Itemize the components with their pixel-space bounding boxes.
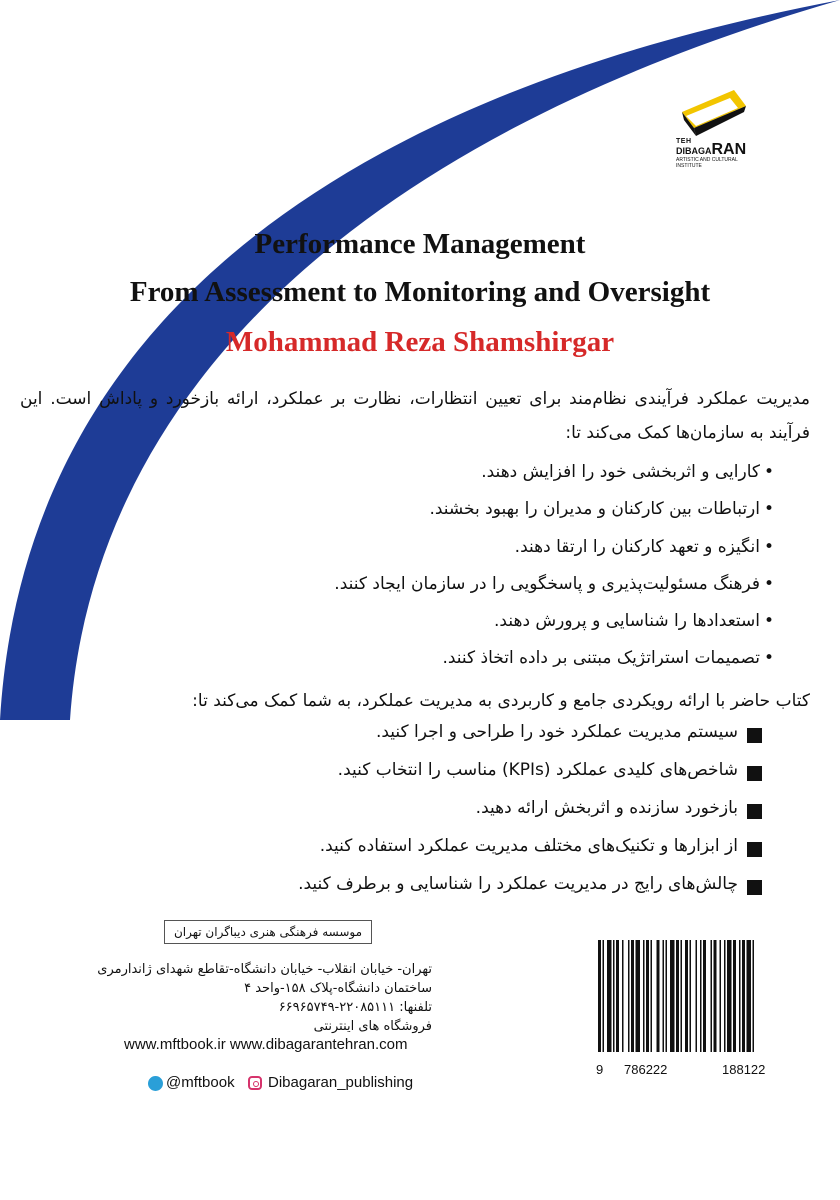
telegram-handle[interactable]: @mftbook bbox=[166, 1074, 235, 1091]
barcode-bar bbox=[690, 940, 692, 1052]
square-bullet-icon bbox=[747, 766, 762, 781]
publisher-online-label: فروشگاه های اینترنتی bbox=[313, 1019, 432, 1034]
barcode-bar bbox=[631, 940, 634, 1052]
barcode-bar bbox=[651, 940, 653, 1052]
barcode-bar bbox=[700, 940, 702, 1052]
barcode-bar bbox=[613, 940, 615, 1052]
isbn-digit-first: 9 bbox=[596, 1062, 604, 1077]
barcode-bar bbox=[603, 940, 605, 1052]
instagram-handle[interactable]: Dibagaran_publishing bbox=[268, 1074, 414, 1091]
barcode-bar bbox=[742, 940, 745, 1052]
book-author: Mohammad Reza Shamshirgar bbox=[225, 326, 615, 358]
telegram-icon bbox=[148, 1076, 163, 1091]
barcode-bar bbox=[616, 940, 619, 1052]
intro-bullet: • کارایی و اثربخشی خود را افزایش دهند. bbox=[481, 462, 760, 482]
intro-bullet: • استعدادها را شناسایی و پرورش دهند. bbox=[494, 611, 760, 631]
barcode-bar bbox=[724, 940, 726, 1052]
barcode-bar bbox=[628, 940, 630, 1052]
intro-bullet: • انگیزه و تعهد کارکنان را ارتقا دهند. bbox=[515, 537, 760, 557]
intro-bullet: • تصمیمات استراتژیک مبتنی بر داده اتخاذ کنند. bbox=[442, 648, 760, 668]
publisher-name: موسسه فرهنگی هنری دیباگران تهران bbox=[164, 920, 372, 944]
square-bullet-icon bbox=[747, 728, 762, 743]
barcode-bar bbox=[753, 940, 755, 1052]
barcode-bar bbox=[747, 940, 752, 1052]
book-help-item: بازخورد سازنده و اثربخش ارائه دهید. bbox=[475, 798, 738, 818]
barcode-bar bbox=[670, 940, 675, 1052]
intro-bullet: • ارتباطات بین کارکنان و مدیران را بهبود بخشند. bbox=[429, 499, 760, 519]
barcode-bar bbox=[607, 940, 612, 1052]
publisher-address-line1: تهران- خیابان انقلاب- خیابان دانشگاه-تقاطع شهدای ژاندارمری bbox=[97, 962, 432, 977]
instagram-icon bbox=[248, 1076, 262, 1090]
book-title-line2: From Assessment to Monitoring and Oversight bbox=[129, 276, 711, 308]
isbn-digits-right: 188122 bbox=[722, 1062, 766, 1077]
publisher-websites[interactable]: www.mftbook.ir www.dibagarantehran.com bbox=[124, 1036, 408, 1053]
book-help-item: سیستم مدیریت عملکرد خود را طراحی و اجرا کنید. bbox=[375, 722, 738, 742]
logo-line2b: RAN bbox=[711, 141, 747, 158]
barcode-bar bbox=[622, 940, 624, 1052]
barcode-bar bbox=[685, 940, 688, 1052]
barcode-bar bbox=[657, 940, 660, 1052]
logo-line2a: DIBAGA bbox=[676, 146, 712, 156]
publisher-phone: تلفنها: ۲۲۰۸۵۱۱۱-۶۶۹۶۵۷۴۹ bbox=[278, 1000, 432, 1015]
isbn-digits-left: 786222 bbox=[624, 1062, 668, 1077]
square-bullet-icon bbox=[747, 842, 762, 857]
barcode-bar bbox=[663, 940, 665, 1052]
book-help-item: چالش‌های رایج در مدیریت عملکرد را شناسایی و برطرف کنید. bbox=[298, 874, 738, 894]
barcode-bar bbox=[739, 940, 741, 1052]
book-title-line1: Performance Management bbox=[254, 228, 586, 260]
barcode-bar bbox=[727, 940, 732, 1052]
barcode-bar bbox=[643, 940, 645, 1052]
square-bullet-icon bbox=[747, 880, 762, 895]
barcode-bar bbox=[720, 940, 722, 1052]
barcode-bar bbox=[676, 940, 679, 1052]
square-bullet-icon bbox=[747, 804, 762, 819]
publisher-address-line2: ساختمان دانشگاه-پلاک ۱۵۸-واحد ۴ bbox=[244, 981, 432, 996]
barcode-bar bbox=[636, 940, 641, 1052]
logo-line1: TEH bbox=[676, 138, 692, 145]
barcode-bar bbox=[598, 940, 601, 1052]
barcode-bar bbox=[696, 940, 698, 1052]
book-help-item: شاخص‌های کلیدی عملکرد (KPIs) مناسب را انتخاب کنید. bbox=[337, 760, 738, 780]
barcode-bar bbox=[681, 940, 683, 1052]
book-help-paragraph: کتاب حاضر با ارائه رویکردی جامع و کاربردی به مدیریت عملکرد، به شما کمک می‌کند تا: bbox=[192, 691, 810, 711]
barcode-bar bbox=[733, 940, 736, 1052]
barcode-bar bbox=[711, 940, 713, 1052]
book-help-item: از ابزارها و تکنیک‌های مختلف مدیریت عملکرد استفاده کنید. bbox=[319, 836, 738, 856]
intro-paragraph: مدیریت عملکرد فرآیندی نظام‌مند برای تعیین انتظارات، نظارت بر عملکرد، ارائه بازخورد و پاداش است. این فرآیند به سازمان‌ها کمک می‌کند تا: bbox=[20, 389, 810, 443]
intro-bullet: • فرهنگ مسئولیت‌پذیری و پاسخگویی را در سازمان ایجاد کنند. bbox=[334, 574, 760, 594]
isbn-barcode bbox=[594, 940, 808, 1060]
publisher-logo-text bbox=[672, 138, 752, 169]
barcode-bar bbox=[646, 940, 649, 1052]
barcode-bar bbox=[666, 940, 668, 1052]
barcode-bar bbox=[703, 940, 706, 1052]
logo-line3: ARTISTIC AND CULTURAL INSTITUTE bbox=[676, 157, 738, 169]
barcode-bar bbox=[714, 940, 717, 1052]
